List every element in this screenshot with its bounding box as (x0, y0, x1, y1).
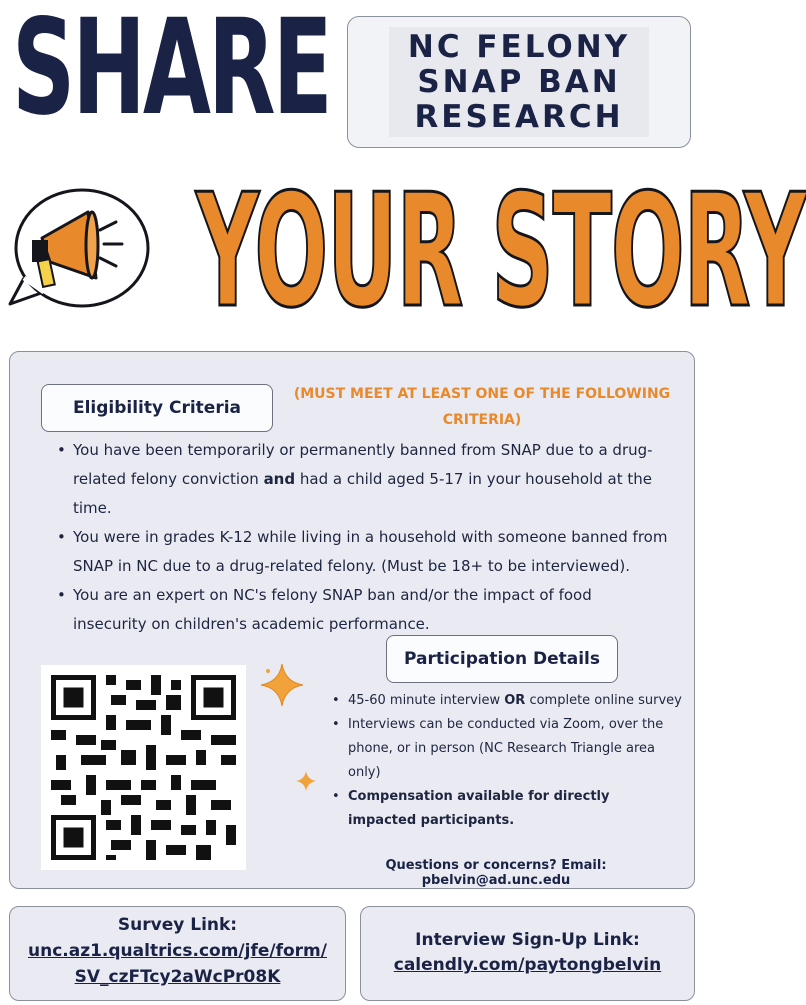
eligibility-label: Eligibility Criteria (41, 384, 273, 432)
list-item: • You have been temporarily or permanently banned from SNAP due to a drug-related felony conviction and had a child aged 5-17 in your household at the time. (57, 441, 653, 517)
your-story-heading: YOUR STORY (196, 160, 806, 342)
sparkle-icon (259, 662, 305, 708)
megaphone-icon (4, 182, 154, 312)
survey-link-title: Survey Link: (117, 915, 238, 935)
title-box (347, 16, 691, 148)
must-meet-note: (MUST MEET AT LEAST ONE OF THE FOLLOWING CRITERIA) (293, 386, 671, 428)
info-panel (9, 351, 695, 889)
list-item: • Compensation available for directly impacted participants. (332, 789, 610, 828)
sparkle-icon (295, 770, 317, 792)
list-item: • 45-60 minute interview OR complete online survey (332, 693, 682, 708)
share-heading: SHARE (12, 0, 330, 145)
contact-email: Questions or concerns? Email: pbelvin@ad.unc.edu (385, 858, 607, 888)
participation-list (332, 689, 682, 833)
interview-link[interactable]: calendly.com/paytongbelvin (393, 955, 662, 975)
interview-link-box (360, 906, 695, 1001)
participation-label: Participation Details (386, 635, 618, 683)
survey-link-box (9, 906, 346, 1001)
list-item: • You were in grades K-12 while living in a household with someone banned from SNAP in NC due to a drug-related felony. (Must be 18+ to be interviewed). (57, 528, 668, 575)
list-item: • Interviews can be conducted via Zoom, over the phone, or in person (NC Research Triangle area only) (332, 717, 664, 780)
qr-code[interactable] (41, 665, 246, 870)
eligibility-list (40, 436, 670, 639)
research-title: NC FELONY SNAP BAN RESEARCH (407, 28, 631, 135)
interview-link-title: Interview Sign-Up Link: (415, 930, 640, 950)
survey-link[interactable]: unc.az1.qualtrics.com/jfe/form/ SV_czFTcy2aWcPr08K (28, 941, 327, 987)
list-item: • You are an expert on NC's felony SNAP ban and/or the impact of food insecurity on children's academic performance. (57, 586, 592, 633)
